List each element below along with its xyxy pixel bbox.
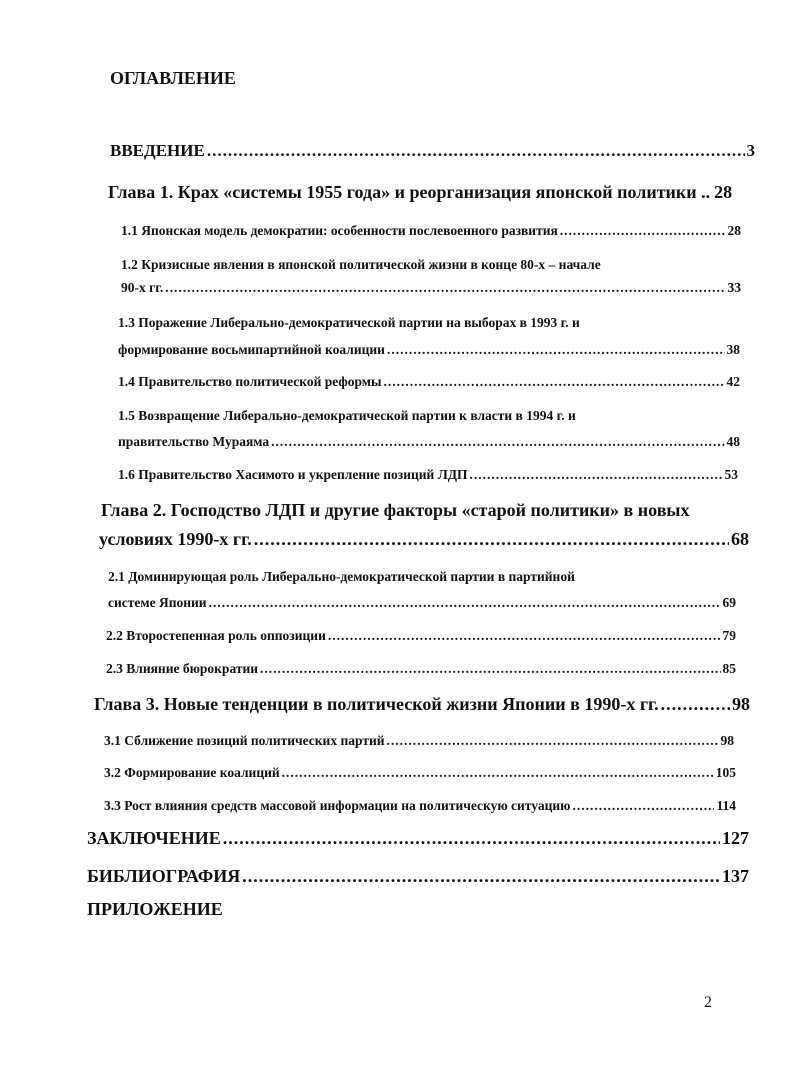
toc-label: БИБЛИОГРАФИЯ bbox=[87, 866, 241, 886]
toc-label: 1.4 Правительство политической реформы bbox=[118, 374, 382, 389]
toc-page: 85 bbox=[722, 661, 736, 676]
toc-label: ЗАКЛЮЧЕНИЕ bbox=[87, 828, 221, 848]
toc-page: 28 bbox=[714, 182, 733, 202]
toc-label: 3.2 Формирование коалиций bbox=[104, 765, 280, 780]
toc-entry-3-1[interactable] bbox=[104, 733, 734, 749]
leader-dots bbox=[254, 529, 729, 550]
toc-label: условиях 1990-х гг. bbox=[99, 529, 252, 549]
toc-label: 2.2 Второстепенная роль оппозиции bbox=[106, 628, 326, 643]
toc-entry-1-5[interactable] bbox=[118, 434, 740, 450]
toc-label: 1.6 Правительство Хасимото и укрепление позиций ЛДП bbox=[118, 467, 468, 482]
toc-entry-1-2-line1[interactable]: 1.2 Кризисные явления в японской политической жизни в конце 80-х – начале bbox=[121, 257, 601, 272]
toc-page: 38 bbox=[726, 342, 740, 357]
leader-dots bbox=[271, 434, 724, 450]
leader-dots bbox=[223, 828, 720, 849]
toc-page: 79 bbox=[722, 628, 736, 643]
toc-entry-introduction[interactable] bbox=[110, 141, 755, 161]
page-number: 2 bbox=[704, 994, 712, 1011]
toc-entry-3-2[interactable] bbox=[104, 765, 736, 781]
toc-entry-1-6[interactable] bbox=[118, 467, 738, 483]
toc-entry-2-2[interactable] bbox=[106, 628, 736, 644]
toc-entry-1-2[interactable] bbox=[121, 280, 741, 296]
toc-entry-chapter-2[interactable] bbox=[99, 529, 749, 550]
toc-entry-1-3-line1[interactable]: 1.3 Поражение Либерально-демократической партии на выборах в 1993 г. и bbox=[118, 315, 580, 330]
toc-label: 1.1 Японская модель демократии: особенности послевоенного развития bbox=[121, 223, 558, 238]
toc-entry-1-4[interactable] bbox=[118, 374, 740, 390]
toc-page: 48 bbox=[726, 434, 740, 449]
toc-page: 68 bbox=[731, 529, 749, 549]
toc-title: ОГЛАВЛЕНИЕ bbox=[110, 68, 236, 88]
toc-label: Глава 1. Крах «системы 1955 года» и реорганизация японской политики .. bbox=[108, 182, 711, 202]
leader-dots bbox=[242, 866, 720, 887]
toc-entry-bibliography[interactable] bbox=[87, 866, 749, 887]
toc-page: 105 bbox=[715, 765, 736, 780]
toc-entry-1-5-line1[interactable]: 1.5 Возвращение Либерально-демократической партии к власти в 1994 г. и bbox=[118, 408, 576, 423]
leader-dots bbox=[207, 141, 745, 161]
toc-label: правительство Мураяма bbox=[118, 434, 270, 449]
toc-label: формирование восьмипартийной коалиции bbox=[118, 342, 385, 357]
toc-label: 2.3 Влияние бюрократии bbox=[106, 661, 259, 676]
toc-page: 69 bbox=[722, 595, 736, 610]
leader-dots bbox=[282, 765, 714, 781]
toc-label: 3.1 Сближение позиций политических партий bbox=[104, 733, 385, 748]
toc-page: 33 bbox=[727, 280, 741, 295]
leader-dots bbox=[209, 595, 721, 611]
leader-dots bbox=[470, 467, 723, 483]
leader-dots bbox=[165, 280, 725, 296]
toc-entry-chapter-3[interactable] bbox=[94, 694, 750, 715]
leader-dots bbox=[260, 661, 720, 677]
toc-page: 53 bbox=[724, 467, 738, 482]
leader-dots bbox=[328, 628, 721, 644]
toc-entry-2-1[interactable] bbox=[108, 595, 736, 611]
toc-entry-2-3[interactable] bbox=[106, 661, 736, 677]
toc-page: 98 bbox=[732, 694, 750, 714]
toc-page: 42 bbox=[726, 374, 740, 389]
toc-page: 3 bbox=[746, 141, 755, 160]
toc-entry-2-1-line1[interactable]: 2.1 Доминирующая роль Либерально-демократической партии в партийной bbox=[108, 569, 575, 584]
toc-page: 114 bbox=[716, 798, 736, 813]
leader-dots bbox=[387, 733, 719, 749]
toc-page: 28 bbox=[727, 223, 741, 238]
toc-entry-chapter-1[interactable] bbox=[108, 182, 756, 203]
toc-entry-1-1[interactable] bbox=[121, 223, 741, 239]
toc-entry-appendix[interactable]: ПРИЛОЖЕНИЕ bbox=[87, 899, 223, 919]
leader-dots bbox=[560, 223, 726, 239]
leader-dots bbox=[384, 374, 725, 390]
toc-label: 3.3 Рост влияния средств массовой информации на политическую ситуацию bbox=[104, 798, 571, 813]
toc-entry-3-3[interactable] bbox=[104, 798, 736, 814]
toc-page: 127 bbox=[722, 828, 749, 848]
toc-entry-chapter-2-line1[interactable]: Глава 2. Господство ЛДП и другие факторы «старой политики» в новых bbox=[101, 500, 690, 520]
toc-label: 90-х гг. bbox=[121, 280, 164, 295]
toc-page: 137 bbox=[722, 866, 749, 886]
toc-label: ВВЕДЕНИЕ bbox=[110, 141, 205, 160]
leader-dots bbox=[387, 342, 725, 358]
leader-dots bbox=[572, 798, 714, 814]
toc-label: Глава 3. Новые тенденции в политической жизни Японии в 1990-х гг. bbox=[94, 694, 659, 714]
leader-dots bbox=[661, 694, 730, 715]
toc-label: системе Японии bbox=[108, 595, 207, 610]
toc-entry-1-3[interactable] bbox=[118, 342, 740, 358]
toc-page: 98 bbox=[720, 733, 734, 748]
toc-entry-conclusion[interactable] bbox=[87, 828, 749, 849]
